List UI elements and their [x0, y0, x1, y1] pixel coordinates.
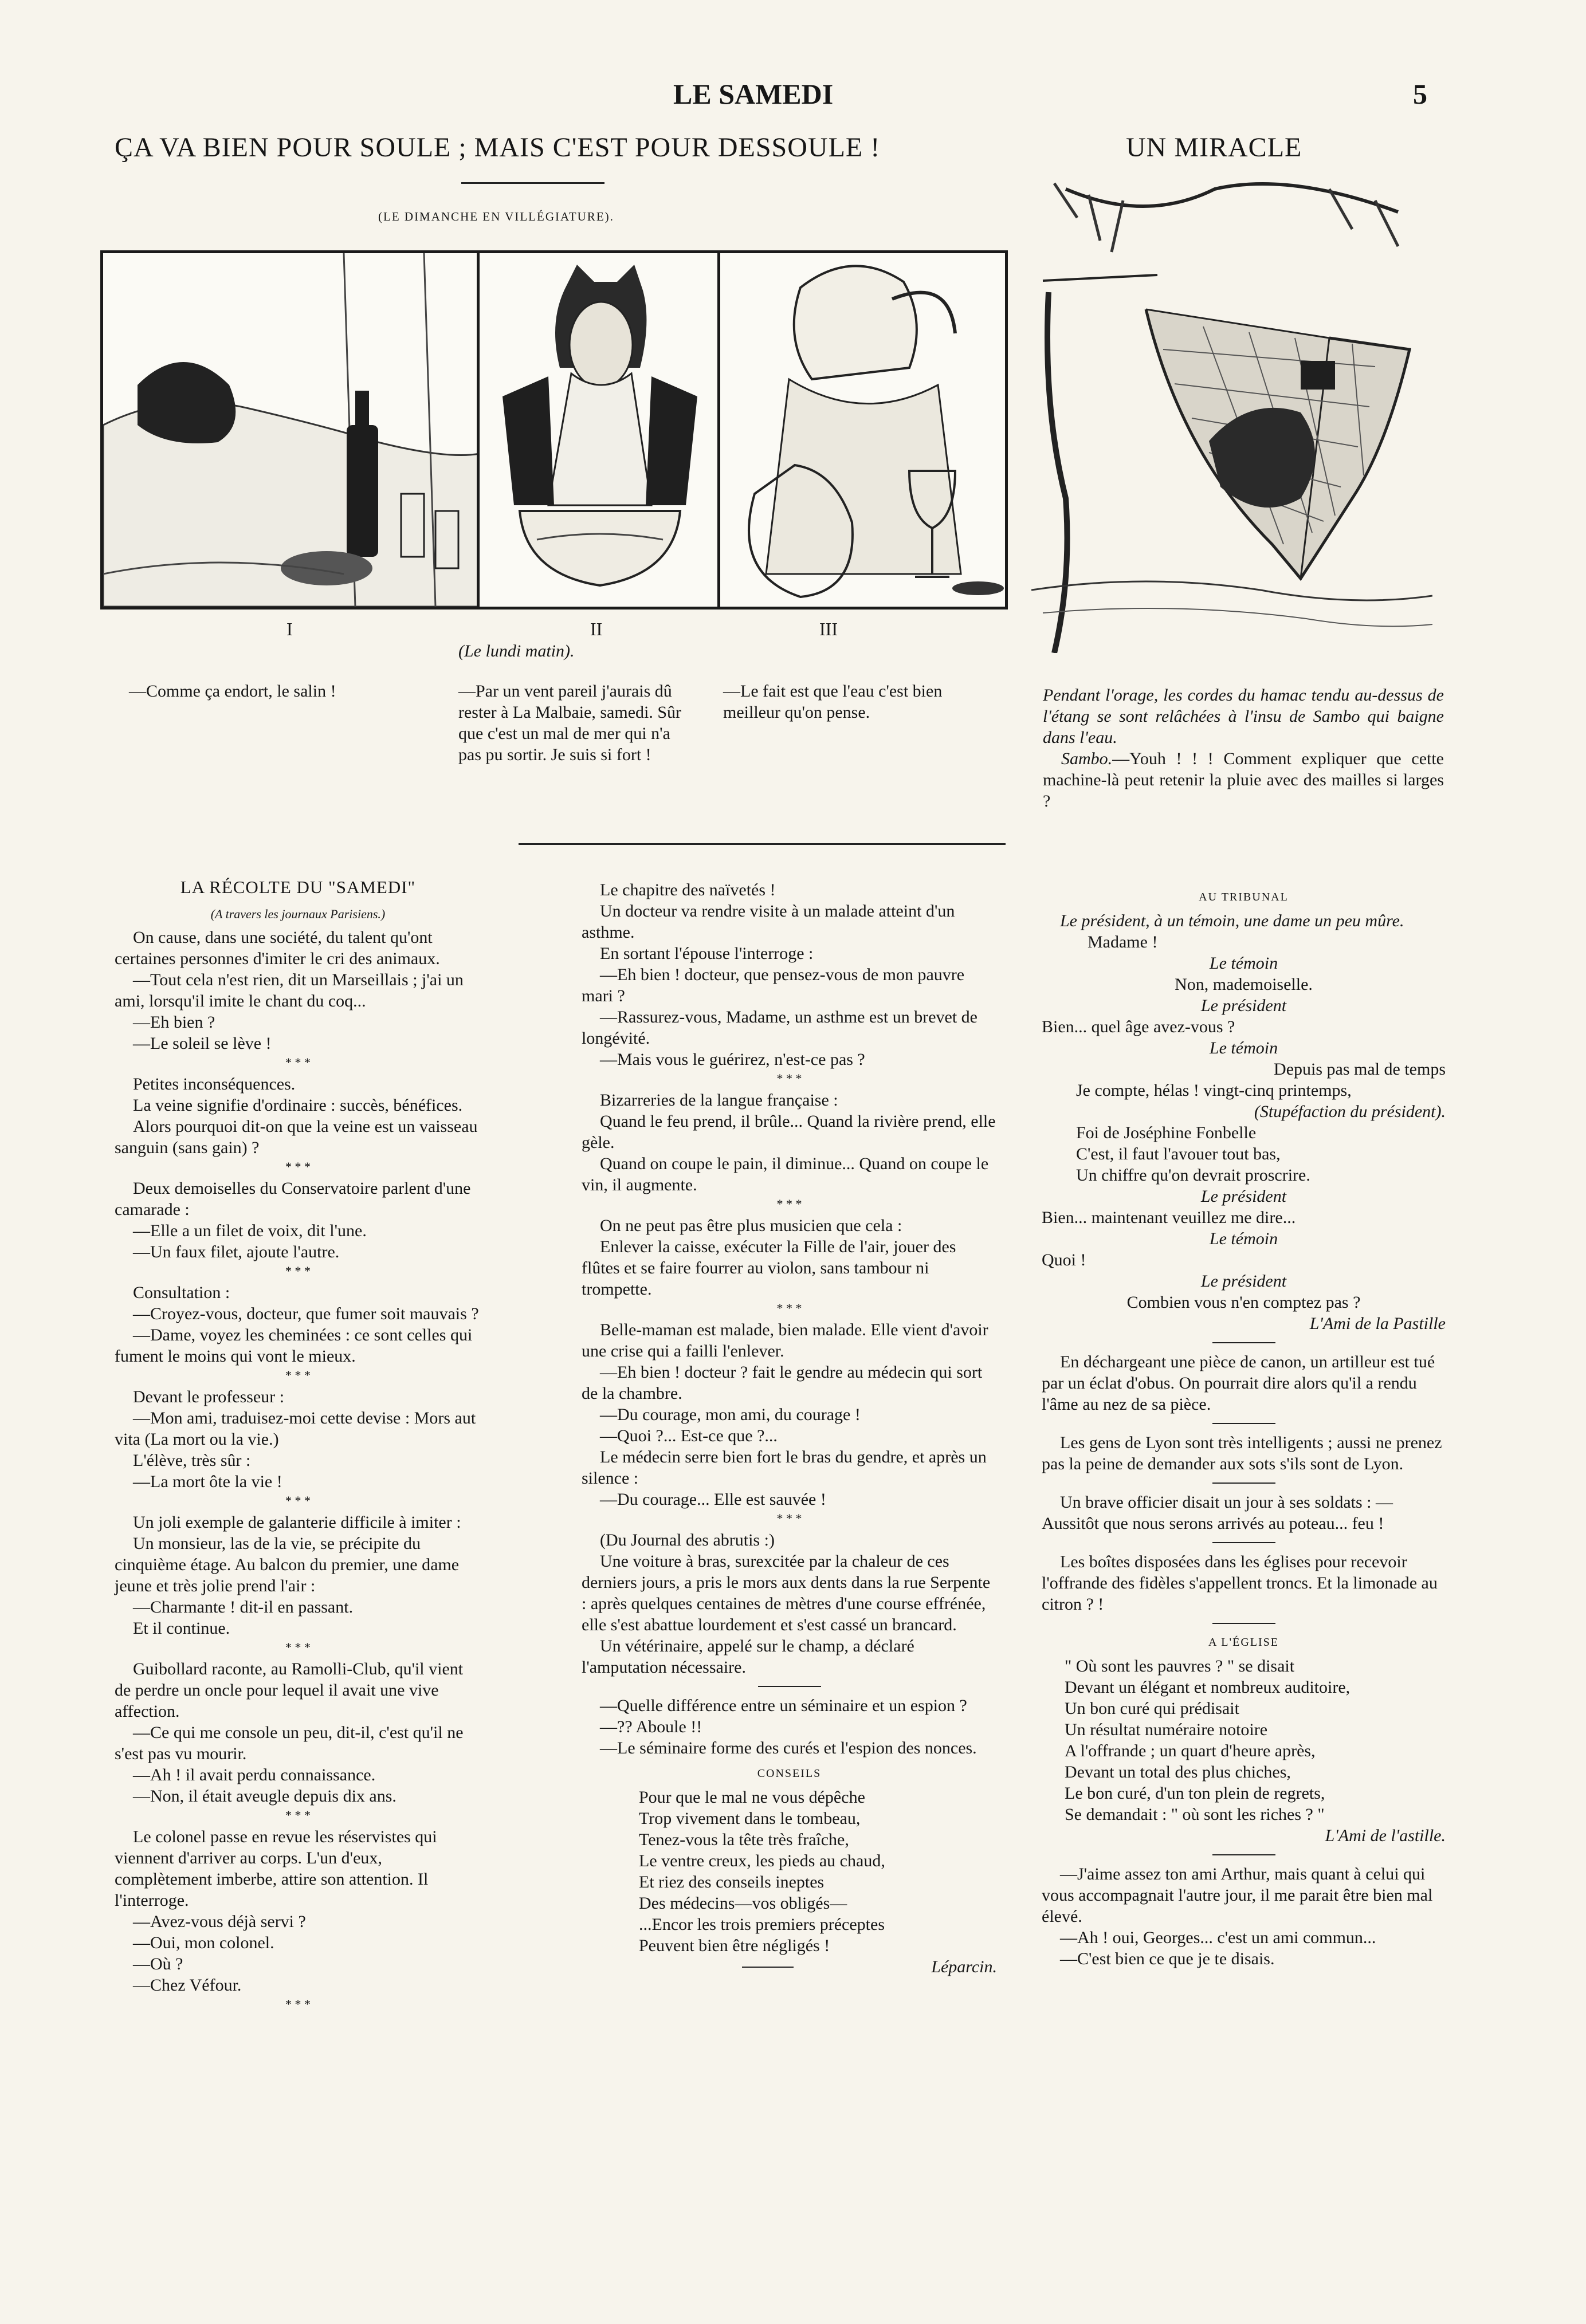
anecdote-line: —Mais vous le guérirez, n'est-ce pas ? [600, 1050, 865, 1069]
church-verse: Le bon curé, d'un ton plein de regrets, [1065, 1784, 1325, 1803]
panel-number-2: II [590, 619, 603, 639]
cartoon-panel-3 [717, 250, 1008, 609]
tribunal-line: Bien... maintenant veuillez me dire... [1042, 1208, 1296, 1227]
anecdote-line: —Ah ! il avait perdu connaissance. [133, 1765, 376, 1784]
anecdote-line: L'élève, très sûr : [133, 1451, 251, 1470]
cartoon-panel-1 [100, 250, 482, 609]
anecdote-line: —Dame, voyez les cheminées : ce sont celles qui fument le moins qui vont le mieux. [115, 1326, 473, 1366]
asterism: * * * [776, 1197, 802, 1211]
anecdote-line: Un joli exemple de galanterie difficile à imiter : [133, 1513, 461, 1532]
tribunal-line: Je compte, hélas ! vingt-cinq printemps, [1076, 1081, 1352, 1100]
asterism: * * * [285, 1159, 311, 1174]
poem-verse: Le ventre creux, les pieds au chaud, [639, 1851, 885, 1870]
tribunal-line: Le témoin [1209, 1229, 1278, 1248]
tribunal-line: (Stupéfaction du président). [1254, 1102, 1446, 1121]
church-verse: " Où sont les pauvres ? " se disait [1065, 1657, 1295, 1676]
asterism: * * * [776, 1511, 802, 1525]
church-verse: Un bon curé qui prédisait [1065, 1699, 1239, 1718]
anecdote-line: —Elle a un filet de voix, dit l'une. [133, 1221, 367, 1240]
anecdote-line: Consultation : [133, 1283, 230, 1302]
tribunal-line: Le témoin [1209, 954, 1278, 973]
tribunal-line: Quoi ! [1042, 1251, 1086, 1269]
divider-rule [758, 1686, 821, 1687]
tribunal-line: L'Ami de la Pastille [1309, 1314, 1446, 1333]
anecdote-line: Belle-maman est malade, bien malade. Elle vient d'avoir une crise qui a failli l'enlever. [582, 1320, 988, 1360]
miracle-title: UN MIRACLE [1126, 132, 1302, 163]
anecdote-line: Guibollard raconte, au Ramolli-Club, qu'il vient de perdre un oncle pour lequel il avait une vive affection. [115, 1660, 464, 1721]
anecdote-line: —Le soleil se lève ! [133, 1034, 272, 1053]
tribunal-intro: Le président, à un témoin, une dame un peu mûre. [1060, 911, 1404, 930]
riddle-line: —Quelle différence entre un séminaire et un espion ? [600, 1696, 967, 1715]
anecdote-line: (Du Journal des abrutis :) [600, 1531, 775, 1550]
miracle-caption [1043, 685, 1444, 812]
divider-rule [1212, 1483, 1275, 1484]
anecdote-line: Un monsieur, las de la vie, se précipite du cinquième étage. Au balcon du premier, une dame jeune et très jolie prend l'air : [115, 1534, 460, 1595]
tribunal-line: Le témoin [1209, 1039, 1278, 1057]
miracle-illustration [1031, 178, 1432, 653]
anecdote-line: —Non, il était aveugle depuis dix ans. [133, 1787, 396, 1806]
asterism: * * * [776, 1301, 802, 1315]
poem-end-rule [742, 1967, 794, 1977]
asterism: * * * [776, 1071, 802, 1086]
anecdote-line: La veine signifie d'ordinaire : succès, bénéfices. [133, 1096, 463, 1115]
poem-verse: Peuvent bien être négligés ! [639, 1936, 830, 1955]
anecdote-line: —Mon ami, traduisez-moi cette devise : Mors aut vita (La mort ou la vie.) [115, 1409, 476, 1449]
tribunal-line: Depuis pas mal de temps [1274, 1060, 1446, 1079]
church-title: A L'ÉGLISE [1208, 1636, 1279, 1649]
panel-caption-1: —Comme ça endort, le salin ! [129, 682, 336, 701]
anecdote-line: Enlever la caisse, exécuter la Fille de l'air, jouer des flûtes et se faire fourrer au violon, sans tambour ni trompette. [582, 1237, 956, 1299]
joke-paragraph: Les gens de Lyon sont très intelligents ; aussi ne prenez pas la peine de demander aux sots s'ils sont de Lyon. [1042, 1433, 1442, 1473]
recolte-source: (A travers les journaux Parisiens.) [210, 907, 386, 921]
church-verse: Un résultat numéraire notoire [1065, 1720, 1268, 1739]
anecdote-line: Alors pourquoi dit-on que la veine est un vaisseau sanguin (sans gain) ? [115, 1117, 478, 1157]
divider-rule [1212, 1423, 1275, 1424]
asterism: * * * [285, 1264, 311, 1278]
dialogue-line: —Ah ! oui, Georges... c'est un ami commun... [1060, 1928, 1376, 1947]
riddle-line: —?? Aboule !! [600, 1717, 702, 1736]
poem-verse: Trop vivement dans le tombeau, [639, 1809, 861, 1828]
panel-caption-2: —Par un vent pareil j'aurais dû rester à La Malbaie, samedi. Sûr que c'est un mal de mer qui n'a pas pu sortir. Je suis si fort ! [458, 682, 682, 764]
anecdote-line: —Oui, mon colonel. [133, 1933, 274, 1952]
church-verse: A l'offrande ; un quart d'heure après, [1065, 1741, 1316, 1760]
miracle-speaker: Sambo. [1061, 749, 1113, 768]
anecdote-line: —Quoi ?... Est-ce que ?... [600, 1426, 778, 1445]
anecdote-line: Et il continue. [133, 1619, 230, 1638]
anecdote-line: En sortant l'épouse l'interroge : [600, 944, 814, 963]
anecdote-line: —Charmante ! dit-il en passant. [133, 1598, 354, 1617]
column-2 [582, 879, 997, 1977]
poem-verse: Des médecins—vos obligés— [639, 1894, 847, 1913]
asterism: * * * [285, 1640, 311, 1654]
panel-caption-3: —Le fait est que l'eau c'est bien meilleur qu'on pense. [723, 682, 943, 722]
asterism: * * * [285, 1368, 311, 1382]
church-author: L'Ami de l'astille. [1325, 1826, 1446, 1845]
anecdote-line: —Croyez-vous, docteur, que fumer soit mauvais ? [133, 1304, 479, 1323]
anecdote-line: —Rassurez-vous, Madame, un asthme est un brevet de longévité. [582, 1008, 977, 1048]
title-rule [461, 182, 604, 184]
dialogue-line: —J'aime assez ton ami Arthur, mais quant à celui qui vous accompagnait l'autre jour, il me parait être bien mal élevé. [1042, 1865, 1433, 1926]
panel-number-3: III [819, 619, 838, 639]
anecdote-line: On cause, dans une société, du talent qu'ont certaines personnes d'imiter le cri des animaux. [115, 928, 440, 968]
cartoon-title: ÇA VA BIEN POUR SOULE ; MAIS C'EST POUR DESSOULE ! [115, 132, 881, 163]
miracle-caption-text: —Youh ! ! ! Comment expliquer que cette machine-là peut retenir la pluie avec des mailles si larges ? [1043, 749, 1444, 811]
dialogue-line: —C'est bien ce que je te disais. [1060, 1949, 1275, 1968]
tribunal-title: AU TRIBUNAL [1199, 891, 1289, 903]
joke-paragraph: Un brave officier disait un jour à ses soldats : —Aussitôt que nous serons arrivés au poteau... feu ! [1042, 1493, 1393, 1533]
anecdote-line: Quand on coupe le pain, il diminue... Quand on coupe le vin, il augmente. [582, 1154, 989, 1194]
poem-title: CONSEILS [757, 1767, 822, 1780]
time-caption: (Le lundi matin). [458, 642, 575, 660]
anecdote-line: —Du courage... Elle est sauvée ! [600, 1490, 826, 1509]
poem-verse: Tenez-vous la tête très fraîche, [639, 1830, 849, 1849]
tribunal-line: Le président [1200, 1272, 1287, 1291]
joke-paragraph: Les boîtes disposées dans les églises pour recevoir l'offrande des fidèles s'appellent troncs. Et la limonade au citron ? ! [1042, 1552, 1438, 1614]
column-3 [1042, 882, 1446, 1969]
anecdote-line: —Ce qui me console un peu, dit-il, c'est qu'il ne s'est pas vu mourir. [115, 1723, 464, 1763]
anecdote-line: Le chapitre des naïvetés ! [600, 880, 776, 899]
section-divider [519, 843, 1006, 845]
poem-author: Léparcin. [931, 1957, 997, 1976]
anecdote-line: —Un faux filet, ajoute l'autre. [133, 1242, 340, 1261]
anecdote-line: —La mort ôte la vie ! [133, 1472, 282, 1491]
anecdote-line: Le médecin serre bien fort le bras du gendre, et après un silence : [582, 1448, 987, 1488]
anecdote-line: —Eh bien ! docteur, que pensez-vous de mon pauvre mari ? [582, 965, 965, 1005]
asterism: * * * [285, 1493, 311, 1508]
anecdote-line: Bizarreries de la langue française : [600, 1091, 838, 1110]
anecdote-line: Quand le feu prend, il brûle... Quand la rivière prend, elle gèle. [582, 1112, 996, 1152]
joke-paragraph: En déchargeant une pièce de canon, un artilleur est tué par un éclat d'obus. On pourrait dire alors qu'il a rendu l'âme au nez de sa pièce. [1042, 1352, 1435, 1414]
asterism: * * * [285, 1997, 311, 2011]
anecdote-line: —Où ? [133, 1955, 183, 1973]
tribunal-line: Le président [1200, 1187, 1287, 1206]
panel-number-1: I [286, 619, 293, 639]
tribunal-line: Madame ! [1088, 933, 1158, 951]
tribunal-line: Foi de Joséphine Fonbelle [1076, 1123, 1257, 1142]
recolte-title: LA RÉCOLTE DU "SAMEDI" [180, 877, 416, 897]
tribunal-line: Un chiffre qu'on devrait proscrire. [1076, 1166, 1310, 1185]
tribunal-line: Bien... quel âge avez-vous ? [1042, 1017, 1235, 1036]
anecdote-line: Deux demoiselles du Conservatoire parlent d'une camarade : [115, 1179, 471, 1219]
miracle-caption-italic: Pendant l'orage, les cordes du hamac tendu au-dessus de l'étang se sont relâchées à l'insu de Sambo qui baigne dans l'eau. [1043, 686, 1444, 747]
asterism: * * * [285, 1808, 311, 1822]
anecdote-line: —Eh bien ? [133, 1013, 215, 1032]
anecdote-line: —Chez Véfour. [133, 1976, 242, 1995]
masthead-title: LE SAMEDI [673, 78, 834, 110]
cartoon-panel-2 [477, 250, 723, 609]
cartoon-subtitle: (LE DIMANCHE EN VILLÉGIATURE). [378, 210, 614, 223]
church-verse: Devant un élégant et nombreux auditoire, [1065, 1678, 1351, 1697]
riddle-line: —Le séminaire forme des curés et l'espion des nonces. [600, 1739, 977, 1757]
asterism: * * * [285, 1055, 311, 1069]
divider-rule [1212, 1342, 1275, 1343]
anecdote-line: —Du courage, mon ami, du courage ! [600, 1405, 861, 1424]
anecdote-line: Un docteur va rendre visite à un malade atteint d'un asthme. [582, 902, 955, 942]
tribunal-line: Non, mademoiselle. [1175, 975, 1313, 994]
divider-rule [1212, 1854, 1275, 1855]
anecdote-line: Le colonel passe en revue les réservistes qui viennent d'arriver au corps. L'un d'eux, complètement imberbe, attire son attention. Il l'interroge. [115, 1827, 437, 1910]
anecdote-line: On ne peut pas être plus musicien que cela : [600, 1216, 902, 1235]
poem-verse: Et riez des conseils ineptes [639, 1873, 825, 1892]
church-verse: Se demandait : " où sont les riches ? " [1065, 1805, 1325, 1824]
anecdote-line: Un vétérinaire, appelé sur le champ, a déclaré l'amputation nécessaire. [582, 1637, 914, 1677]
column-1 [115, 876, 481, 2015]
anecdote-line: Devant le professeur : [133, 1387, 285, 1406]
tribunal-line: Le président [1200, 996, 1287, 1015]
anecdote-line: Petites inconséquences. [133, 1075, 296, 1094]
church-verse: Devant un total des plus chiches, [1065, 1763, 1291, 1782]
anecdote-line: Une voiture à bras, surexcitée par la chaleur de ces derniers jours, a pris le mors aux dents dans la rue Serpente : après quelques centaines de mètres d'une course effrénée, elle s'est abattue lourdement et s'est cassé un brancard. [582, 1552, 991, 1634]
divider-rule [1212, 1542, 1275, 1543]
page-number: 5 [1413, 78, 1427, 110]
anecdote-line: —Tout cela n'est rien, dit un Marseillais ; j'ai un ami, lorsqu'il imite le chant du coq... [115, 970, 464, 1010]
anecdote-line: —Avez-vous déjà servi ? [133, 1912, 306, 1931]
poem-verse: Pour que le mal ne vous dépêche [639, 1788, 865, 1807]
anecdote-line: —Eh bien ! docteur ? fait le gendre au médecin qui sort de la chambre. [582, 1363, 983, 1403]
divider-rule [1212, 1623, 1275, 1624]
tribunal-line: Combien vous n'en comptez pas ? [1126, 1293, 1361, 1312]
poem-verse: ...Encor les trois premiers préceptes [639, 1915, 885, 1934]
tribunal-line: C'est, il faut l'avouer tout bas, [1076, 1145, 1281, 1163]
